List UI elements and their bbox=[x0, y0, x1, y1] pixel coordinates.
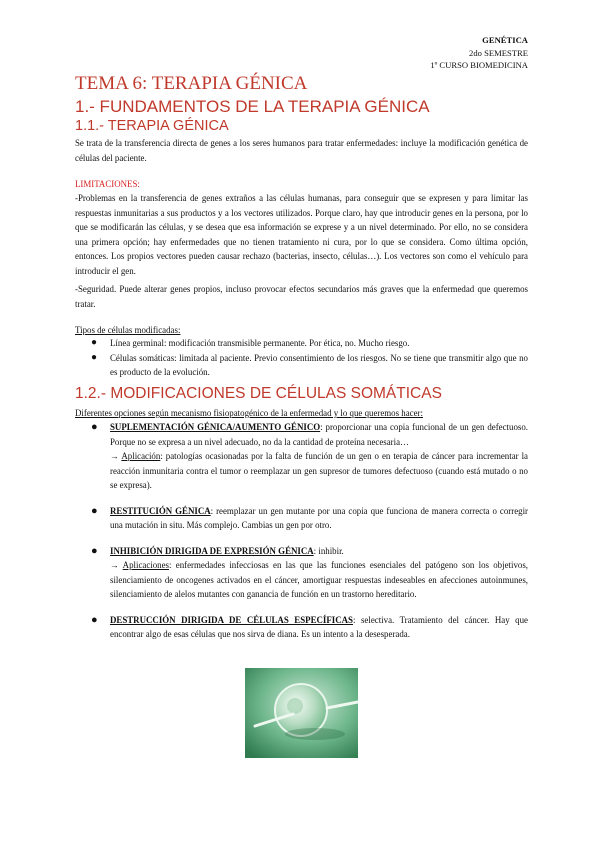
limitation-paragraph-1: -Problemas en la transferencia de genes extraños a las células humanas, para conseguir que se expresen y para limitar las respuestas inmunitarias a sus productos y a los vectores utilizados. Porque claro, hay que introducir genes en la persona, por lo que se modificarán las células, y se desea que esa información se exprese y a un nivel determinado. Por ello, no se considera una primera opción; hay enfermedades que no tienen tratamiento ni cura, por lo que se considera. Como última opción, entonces. Los propios vectores pueden causar rechazo (bacterias, insecto, células…). Los vectores son como el vehículo para introducir el gen. bbox=[75, 193, 528, 276]
bullet-icon: ● bbox=[91, 421, 98, 433]
application-label: Aplicaciones bbox=[122, 560, 170, 570]
section-1-1-heading: 1.1.- TERAPIA GÉNICA bbox=[75, 118, 229, 134]
bullet-icon: ● bbox=[91, 613, 98, 626]
modifications-list bbox=[91, 420, 529, 642]
section-2-intro: Diferentes opciones según mecanismo fisiopatogénico de la enfermedad y lo que queremos hacer: bbox=[75, 408, 423, 418]
application-text: : enfermedades infecciosas en las que las funciones esenciales del patógeno son los objetivos, silenciamiento de oncogenes activados en el cáncer, amortiguar respuestas indeseables en afecciones autoinmunes, silenciamiento de alelos mutantes con ganancia de función en un trastorno hereditario. bbox=[110, 560, 528, 599]
intro-paragraph: Se trata de la transferencia directa de genes a los seres humanos para tratar enfermedades: incluye la modificación genética de células del paciente. bbox=[75, 138, 528, 163]
header-course: GENÉTICA bbox=[482, 35, 528, 45]
section-1-2-heading: 1.2.- MODIFICACIONES DE CÉLULAS SOMÁTICAS bbox=[75, 385, 442, 402]
list-item-text: Línea germinal: modificación transmisible permanente. Por ética, no. Mucho riesgo. bbox=[110, 338, 410, 348]
bullet-icon: ● bbox=[91, 337, 98, 348]
item-text: : reemplazar un gen mutante por una copia que funciona de manera correcta o corregir una mutación in situ. Más complejo. Cambias un gen por otro. bbox=[110, 505, 528, 530]
application-label: Aplicación bbox=[121, 451, 161, 461]
list-item bbox=[91, 613, 528, 642]
bullet-icon: ● bbox=[91, 351, 98, 363]
cell-injection-illustration bbox=[245, 668, 358, 758]
item-text: : selectiva. Tratamiento del cáncer. Hay que encontrar algo de esas células que nos sirva de diana. Es un intento a la desesperada. bbox=[110, 614, 528, 639]
limitation-paragraph-2: -Seguridad. Puede alterar genes propios, incluso provocar efectos secundarios más graves que la enfermedad que queremos tratar. bbox=[75, 284, 528, 309]
application-text: : patologías ocasionadas por la falta de función de un gen o en terapia de cáncer para incrementar la reacción inmunitaria contra el tumor o reemplazar un gen supresor de tumores defectuoso (cuando está mutado o no se expresa). bbox=[110, 451, 528, 490]
item-term: RESTITUCIÓN GÉNICA bbox=[110, 505, 211, 516]
arrow-icon: → bbox=[110, 451, 122, 461]
header-degree: 1º CURSO BIOMEDICINA bbox=[430, 60, 528, 70]
cell-types-list bbox=[91, 336, 528, 380]
page-header bbox=[430, 34, 528, 72]
item-text: : proporcionar una copia funcional de un gen defectuoso. Porque no se expresa a un nivel adecuado, no da la cantidad de proteína necesaria… bbox=[110, 422, 529, 447]
microinjection-image bbox=[245, 668, 358, 758]
list-item bbox=[91, 420, 529, 493]
bullet-icon: ● bbox=[91, 504, 98, 517]
item-text: : inhibir. bbox=[313, 545, 344, 556]
arrow-icon: → bbox=[110, 560, 123, 570]
cell-types-label: Tipos de células modificadas: bbox=[75, 325, 181, 335]
document-title: TEMA 6: TERAPIA GÉNICA bbox=[75, 73, 308, 94]
list-item bbox=[91, 504, 528, 533]
item-term: SUPLEMENTACIÓN GÉNICA/AUMENTO GÉNICO bbox=[110, 422, 321, 432]
header-semester: 2do SEMESTRE bbox=[469, 47, 528, 58]
list-item-text: Células somáticas: limitada al paciente. Previo consentimiento de los riesgos. No se tiene que transmitir algo que no es producto de la evolución. bbox=[110, 352, 528, 377]
limitations-label: LIMITACIONES: bbox=[75, 179, 140, 189]
section-1-heading: 1.- FUNDAMENTOS DE LA TERAPIA GÉNICA bbox=[75, 97, 430, 116]
item-term: INHIBICIÓN DIRIGIDA DE EXPRESIÓN GÉNICA bbox=[110, 545, 314, 556]
bullet-icon: ● bbox=[91, 544, 98, 557]
list-item bbox=[91, 336, 528, 351]
list-item bbox=[91, 351, 528, 380]
item-term: DESTRUCCIÓN DIRIGIDA DE CÉLULAS ESPECÍFICAS bbox=[110, 614, 353, 625]
list-item bbox=[91, 544, 528, 602]
